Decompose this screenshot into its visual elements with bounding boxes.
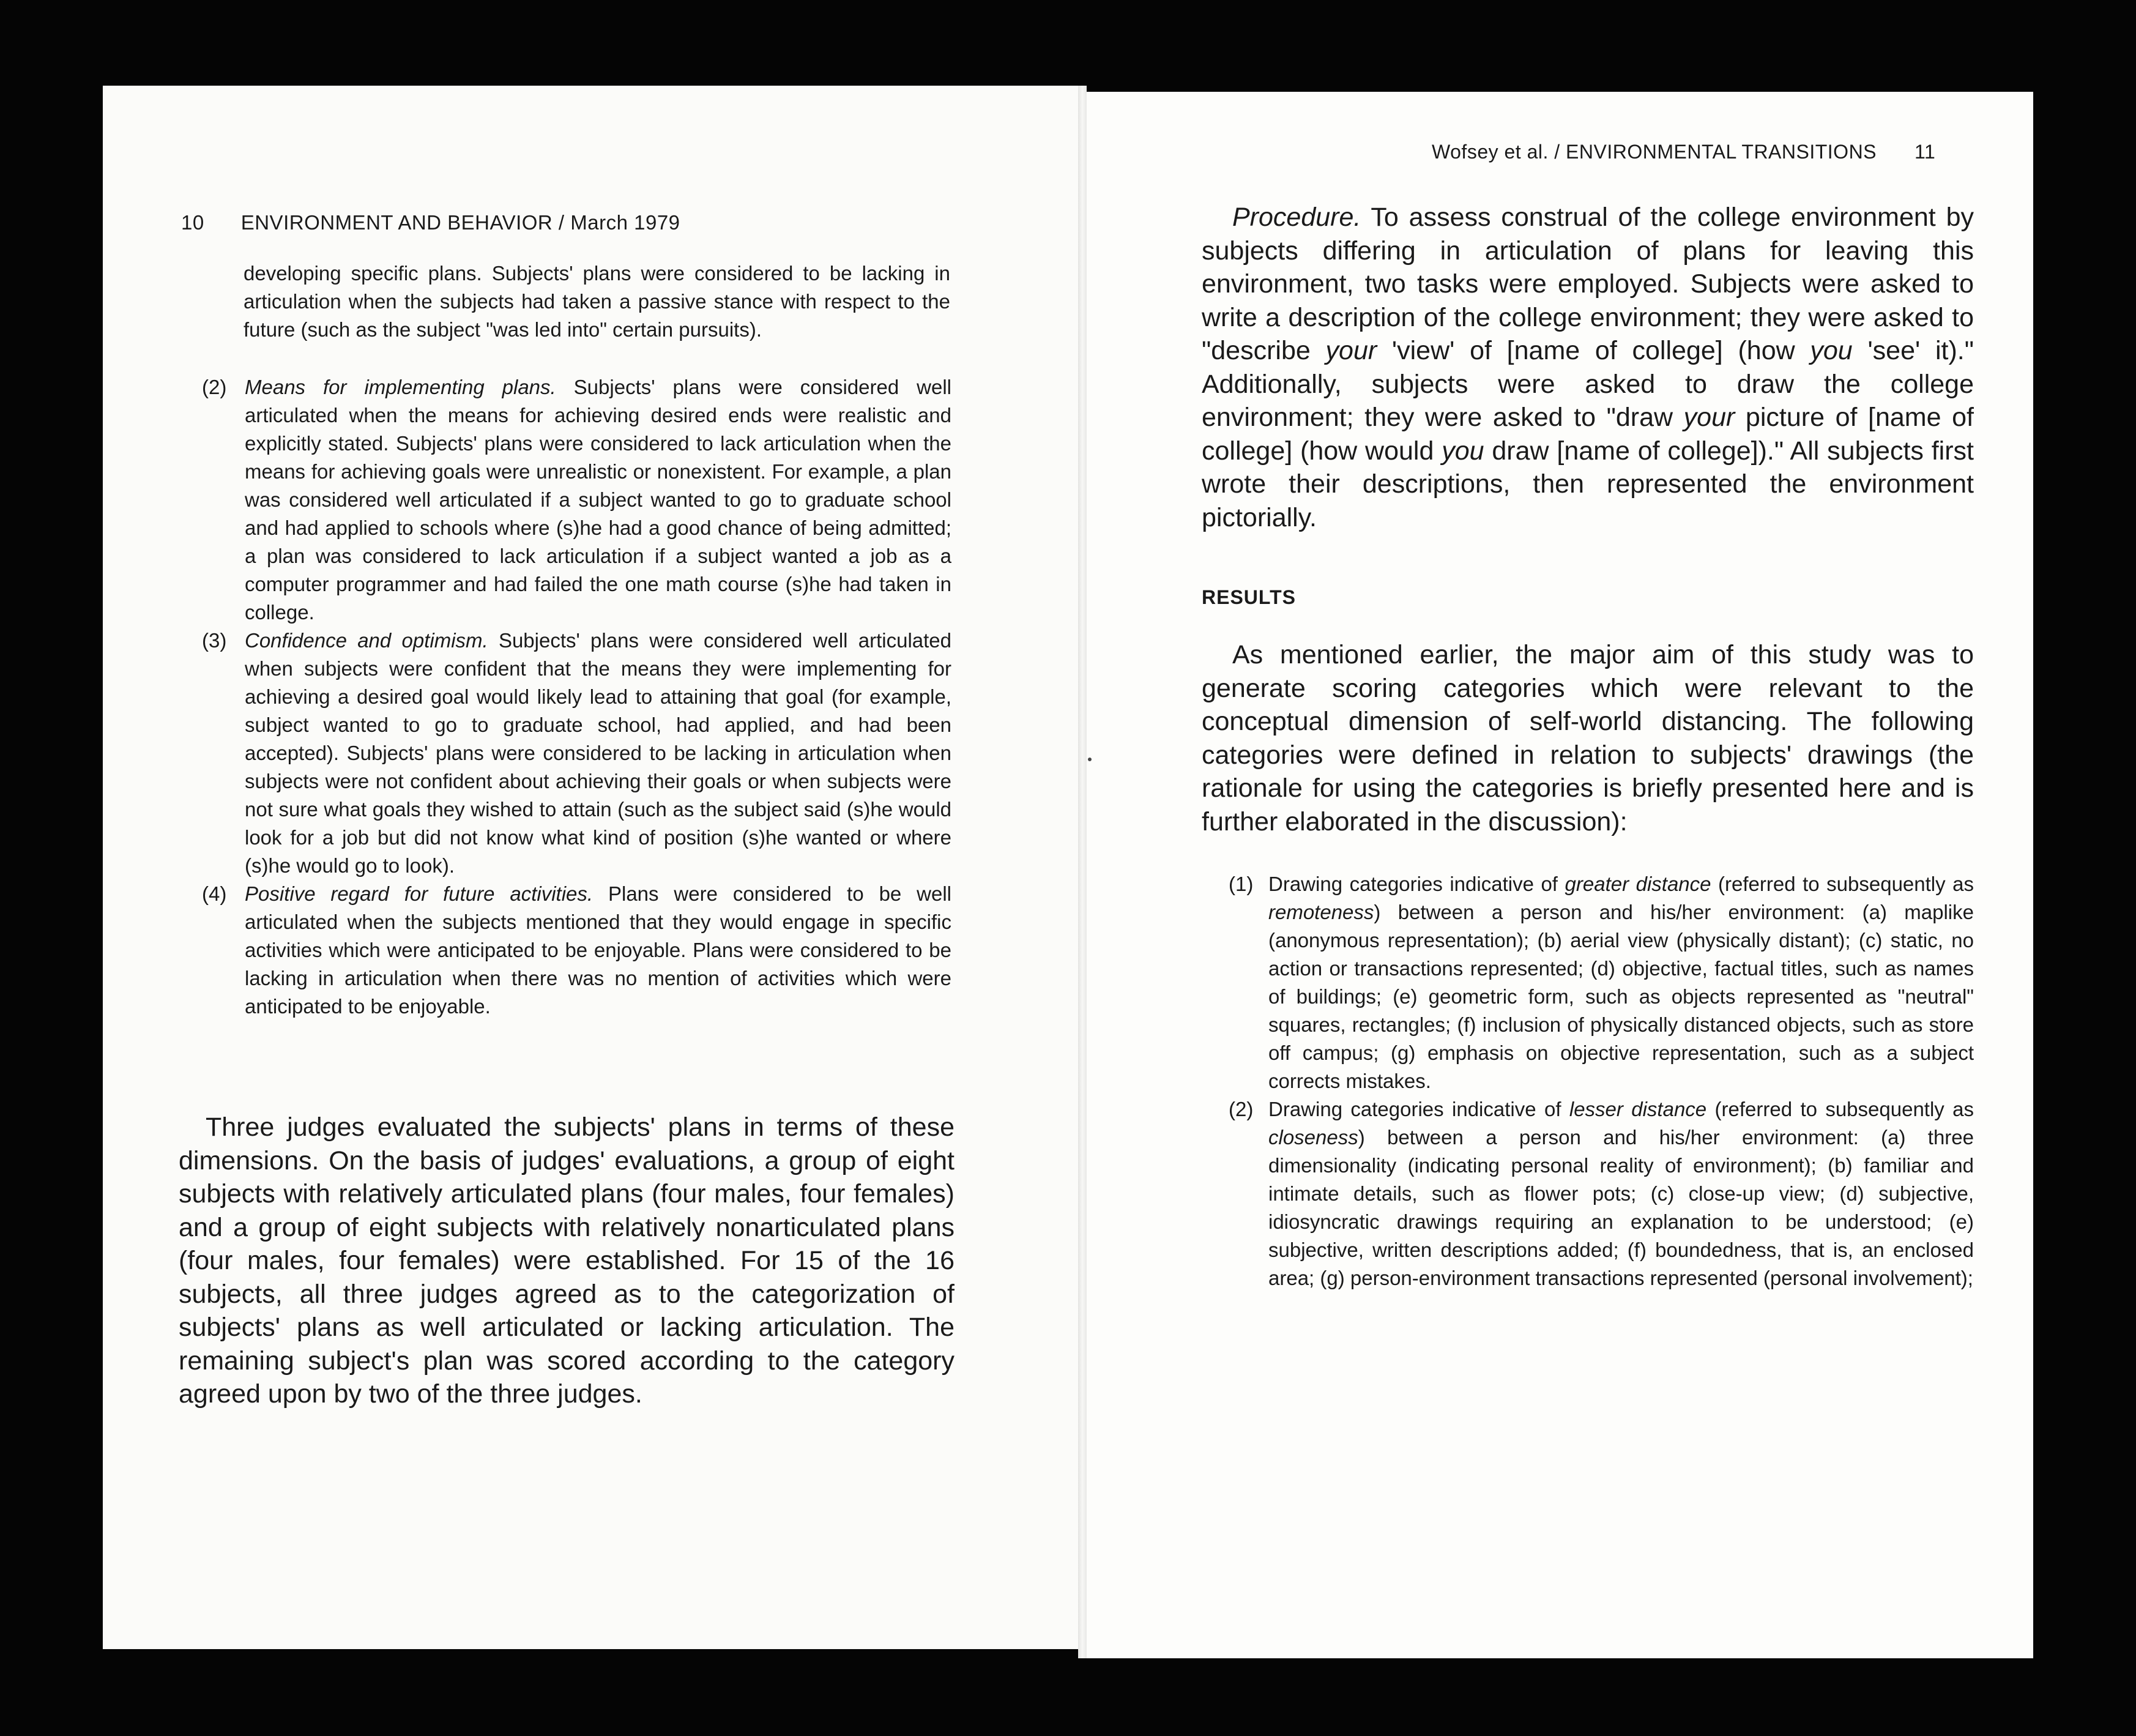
emphasis: you bbox=[1810, 336, 1853, 365]
scan-speck bbox=[1088, 758, 1092, 761]
procedure-text: 'see' it)." Additionally, subjects were asked to draw the college environment; they were asked to "draw bbox=[1202, 336, 1974, 432]
list-item bbox=[1229, 1095, 1974, 1292]
item-number: (3) bbox=[202, 629, 227, 652]
item-number: (1) bbox=[1229, 873, 1254, 895]
item-number: (2) bbox=[202, 376, 227, 398]
item-number: (4) bbox=[202, 882, 227, 905]
item-text: (referred to subsequently as bbox=[1718, 873, 1974, 895]
item-number: (2) bbox=[1229, 1098, 1254, 1120]
item-text: Subjects' plans were considered well articulated when the means for achieving desired ends were realistic and explicitly stated. Subjects' plans were considered to lack articulation when the means for achieving goals were unrealistic or nonexistent. For example, a plan was considered well articulated if a subject wanted to go to graduate school and had applied to schools where (s)he had a good chance of being admitted; a plan was considered to lack articulation if a subject wanted a job as a computer programmer and had failed the one math course (s)he had taken in college. bbox=[245, 376, 952, 624]
book-gutter bbox=[1078, 86, 1087, 1658]
right-page-number: 11 bbox=[1915, 141, 1936, 163]
emphasis: you bbox=[1442, 436, 1484, 466]
procedure-text: To assess construal of the college environment by subjects differing in articulation of plans for leaving this environment, two tasks were employed. Subjects were asked to write a description of the college environment; they were asked to "describe bbox=[1202, 203, 1974, 365]
emphasis: your bbox=[1683, 403, 1735, 432]
left-page-number: 10 bbox=[181, 211, 204, 234]
emphasis: closeness bbox=[1268, 1126, 1358, 1149]
left-journal-title: ENVIRONMENT AND BEHAVIOR / March 1979 bbox=[240, 211, 680, 234]
drawing-category-list bbox=[1229, 870, 1974, 1292]
list-item bbox=[202, 880, 951, 1021]
procedure-paragraph bbox=[1202, 201, 1974, 534]
plan-dimension-list bbox=[202, 373, 951, 1021]
left-running-head bbox=[181, 211, 680, 234]
procedure-text: picture of [name of college] (how would bbox=[1202, 403, 1974, 466]
emphasis: lesser distance bbox=[1569, 1098, 1707, 1120]
results-paragraph: As mentioned earlier, the major aim of this study was to generate scoring categories which were relevant to the conceptual dimension of self-world distancing. The following categories were defined in relation to subjects' drawings (the rationale for using the categories is briefly presented here and is further elaborated in the discussion): bbox=[1202, 640, 1974, 836]
item-title: Confidence and optimism. bbox=[245, 629, 488, 652]
item-text: (referred to subsequently as bbox=[1714, 1098, 1974, 1120]
right-running-head bbox=[1432, 141, 1935, 163]
item-text: ) between a person and his/her environment: (a) maplike (anonymous representation); (b) aerial view (physically distant); (c) static, no action or transactions represented; (d) objective, factual titles, such as names of buildings; (e) geometric form, such as objects represented as "neutral" squares, rectangles; (f) inclusion of physically distanced objects, such as store off campus; (g) emphasis on objective representation, such as a subject corrects mistakes. bbox=[1268, 901, 1974, 1092]
list-item bbox=[202, 627, 951, 880]
procedure-text: 'view' of [name of college] (how bbox=[1391, 336, 1795, 365]
item-title: Means for implementing plans. bbox=[245, 376, 556, 398]
continuation-text: developing specific plans. Subjects' plans were considered to be lacking in articulation when the subjects had taken a passive stance with respect to the future (such as the subject "was led into" certain pursuits). bbox=[244, 262, 950, 341]
item-text: Drawing categories indicative of bbox=[1268, 1098, 1561, 1120]
section-heading: RESULTS bbox=[1202, 586, 1296, 608]
list-item bbox=[202, 373, 951, 627]
emphasis: greater distance bbox=[1565, 873, 1711, 895]
procedure-text: draw [name of college])." All subjects first wrote their descriptions, then represented the environment pictorially. bbox=[1202, 436, 1974, 532]
emphasis: remoteness bbox=[1268, 901, 1374, 923]
item-text: Drawing categories indicative of bbox=[1268, 873, 1558, 895]
item-text: Plans were considered to be well articulated when the subjects mentioned that they would engage in specific activities which were anticipated to be enjoyable. Plans were considered to be lacking in articulation when there was no mention of activities which were anticipated to be enjoyable. bbox=[245, 882, 952, 1018]
procedure-title: Procedure. bbox=[1232, 203, 1361, 232]
item-text: Subjects' plans were considered well articulated when subjects were confident that the means they were implementing for achieving a desired goal would likely lead to attaining that goal (for example, subject wanted to go to graduate school, had applied, and had been accepted). Subjects' plans were considered to be lacking in articulation when subjects were not confident about achieving their goals or when subjects were not sure what goals they wished to attain (such as the subject said (s)he would look for a job but did not know what kind of position (s)he wanted or where (s)he would go to look). bbox=[245, 629, 951, 877]
item-title: Positive regard for future activities. bbox=[245, 882, 594, 905]
list-item bbox=[1229, 870, 1974, 1095]
right-journal-title: Wofsey et al. / ENVIRONMENTAL TRANSITIONS bbox=[1432, 141, 1877, 163]
emphasis: your bbox=[1325, 336, 1377, 365]
judges-paragraph: Three judges evaluated the subjects' plans in terms of these dimensions. On the basis of judges' evaluations, a group of eight subjects with relatively articulated plans (four males, four females) and a group of eight subjects with relatively nonarticulated plans (four males, four females) were established. For 15 of the 16 subjects, all three judges agreed as to the categorization of subjects' plans as well articulated or lacking articulation. The remaining subject's plan was scored according to the category agreed upon by two of the three judges. bbox=[179, 1112, 955, 1409]
item-text: ) between a person and his/her environment: (a) three dimensionality (indicating personal reality of environment); (b) familiar and intimate details, such as flower pots; (c) close-up view; (d) subjective, idiosyncratic drawings requiring an explanation to be understood; (e) subjective, written descriptions added; (f) boundedness, that is, an enclosed area; (g) person-environment transactions represented (personal involvement); bbox=[1268, 1126, 1974, 1289]
